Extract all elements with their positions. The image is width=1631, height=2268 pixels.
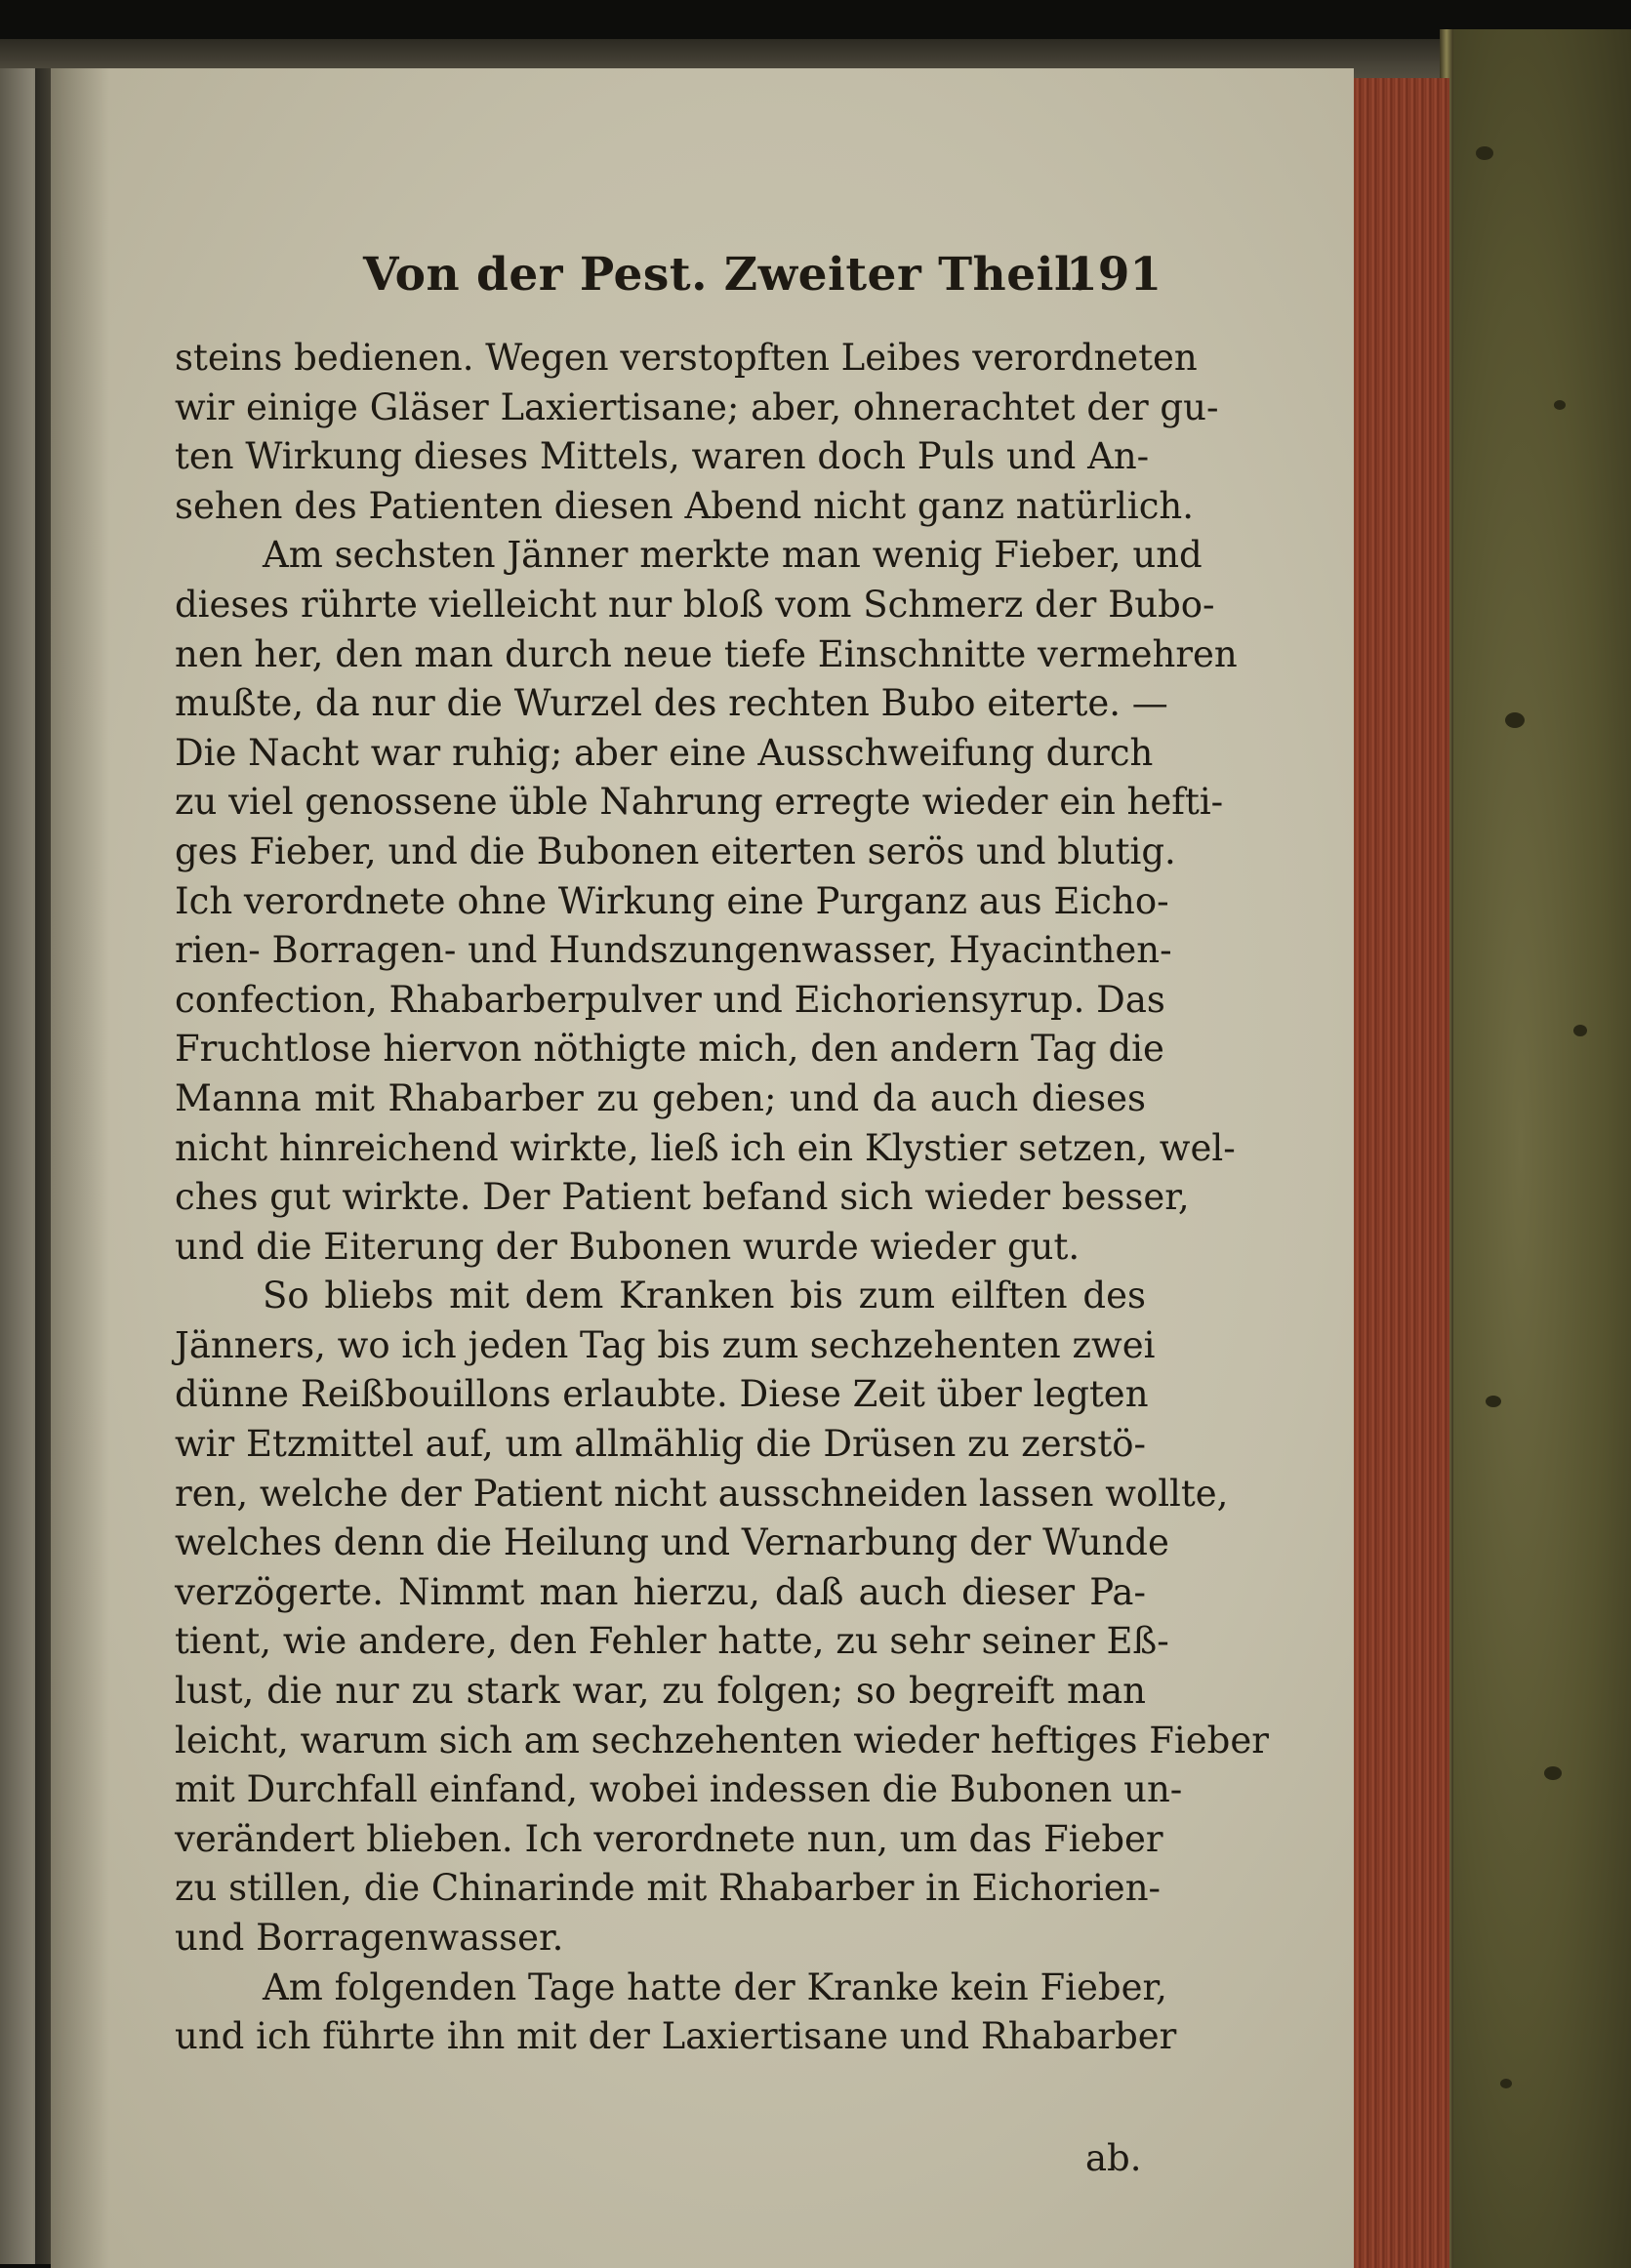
text-line: Jänners, wo ich jeden Tag bis zum sechzehenten zwei xyxy=(175,1323,1156,1366)
body-text xyxy=(175,334,1269,2062)
text-line: nicht hinreichend wirkte, ließ ich ein Klystier setzen, wel- xyxy=(175,1126,1236,1169)
text-line: Die Nacht war ruhig; aber eine Ausschweifung durch xyxy=(175,731,1154,774)
page-header xyxy=(51,248,1354,310)
text-line: Am folgenden Tage hatte der Kranke kein Fieber, xyxy=(263,1965,1167,2008)
book-cover-board xyxy=(1447,29,1631,2268)
text-line: mußte, da nur die Wurzel des rechten Bubo eiterte. — xyxy=(175,682,1168,725)
text-line: verändert blieben. Ich verordnete nun, um das Fieber xyxy=(175,1817,1163,1860)
book-page xyxy=(51,68,1354,2268)
text-line: Manna mit Rhabarber zu geben; und da auch dieses xyxy=(175,1076,1146,1119)
running-title: Von der Pest. Zweiter Theil. xyxy=(363,248,1089,302)
text-line: ten Wirkung dieses Mittels, waren doch Puls und An- xyxy=(175,435,1150,478)
text-line: So bliebs mit dem Kranken bis zum eilften des xyxy=(263,1275,1146,1317)
text-line: tient, wie andere, den Fehler hatte, zu sehr seiner Eß- xyxy=(175,1620,1169,1663)
text-line: nen her, den man durch neue tiefe Einschnitte vermehren xyxy=(175,632,1238,675)
text-line: steins bedienen. Wegen verstopften Leibes verordneten xyxy=(175,337,1198,379)
text-line: leicht, warum sich am sechzehenten wieder heftiges Fieber xyxy=(175,1719,1269,1762)
text-line: confection, Rhabarberpulver und Eichoriensyrup. Das xyxy=(175,978,1165,1021)
text-line: wir einige Gläser Laxiertisane; aber, ohnerachtet der gu- xyxy=(175,385,1219,428)
text-line: und ich führte ihn mit der Laxiertisane und Rhabarber xyxy=(175,2015,1177,2058)
page-edges-red xyxy=(1347,78,1449,2268)
text-line: und Borragenwasser. xyxy=(175,1917,564,1959)
text-line: verzögerte. Nimmt man hierzu, daß auch dieser Pa- xyxy=(175,1570,1146,1613)
text-line: wir Etzmittel auf, um allmählig die Drüsen zu zerstö- xyxy=(175,1423,1146,1466)
text-line: sehen des Patienten diesen Abend nicht ganz natürlich. xyxy=(175,484,1195,527)
text-line: rien- Borragen- und Hundszungenwasser, Hyacinthen- xyxy=(175,929,1172,972)
text-line: ches gut wirkte. Der Patient befand sich wieder besser, xyxy=(175,1176,1190,1219)
text-line: ges Fieber, und die Bubonen eiterten serös und blutig. xyxy=(175,830,1176,872)
text-line: lust, die nur zu stark war, zu folgen; so begreift man xyxy=(175,1670,1146,1713)
text-line: Fruchtlose hiervon nöthigte mich, den andern Tag die xyxy=(175,1028,1164,1071)
text-line: dieses rührte vielleicht nur bloß vom Schmerz der Bubo- xyxy=(175,583,1215,626)
page-gutter-shadow xyxy=(51,68,109,2268)
text-line: zu viel genossene üble Nahrung erregte wieder ein hefti- xyxy=(175,781,1224,824)
text-line: Ich verordnete ohne Wirkung eine Purganz aus Eicho- xyxy=(175,879,1169,922)
text-line: Am sechsten Jänner merkte man wenig Fieber, und xyxy=(263,534,1203,577)
text-line: zu stillen, die Chinarinde mit Rhabarber in Eichorien- xyxy=(175,1867,1162,1910)
text-line: mit Durchfall einfand, wobei indessen die Bubonen un- xyxy=(175,1768,1183,1811)
text-line: ren, welche der Patient nicht ausschneiden lassen wollte, xyxy=(175,1472,1229,1515)
text-line: dünne Reißbouillons erlaubte. Diese Zeit über legten xyxy=(175,1373,1149,1416)
text-line: und die Eiterung der Bubonen wurde wieder gut. xyxy=(175,1225,1081,1268)
text-line: welches denn die Heilung und Vernarbung der Wunde xyxy=(175,1521,1169,1564)
page-number: 191 xyxy=(1066,248,1162,302)
catchword: ab. xyxy=(1085,2137,1142,2179)
